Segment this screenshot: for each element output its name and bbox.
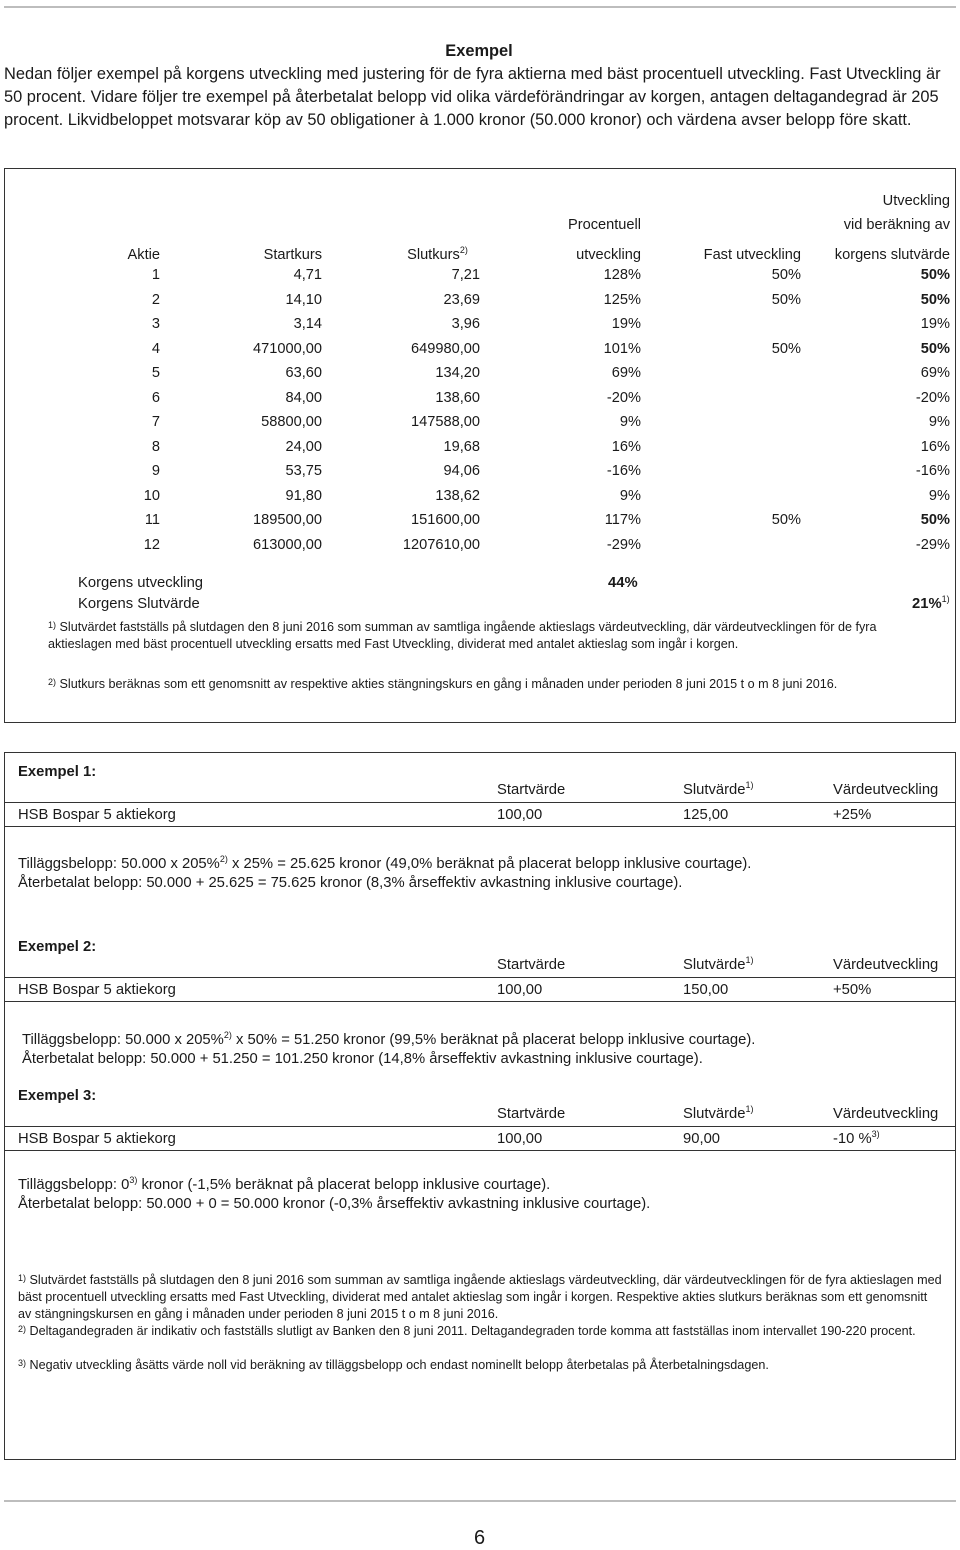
cell-proc: 16% <box>611 438 641 455</box>
table-footnote-2-mark: 2) <box>48 677 57 687</box>
cell-start: 14,10 <box>285 291 322 308</box>
tillaggsbelopp-note: 2) <box>223 1030 232 1040</box>
header-startkurs: Startkurs <box>263 247 322 263</box>
table-footnote-2 <box>48 676 848 693</box>
cell-aktie: 2 <box>151 291 160 308</box>
cell-korg: 9% <box>928 487 950 504</box>
cell-slut: 147588,00 <box>411 414 480 431</box>
cell-aktie: 6 <box>151 389 160 406</box>
col-slutvarde-note: 1) <box>745 1104 754 1114</box>
table-row <box>110 484 950 509</box>
cell-fast <box>641 386 801 411</box>
cell-slut: 94,06 <box>443 463 480 480</box>
cell-aktie: 11 <box>144 512 160 529</box>
intro-heading: Exempel <box>445 42 513 60</box>
col-slutvarde-note: 1) <box>745 955 754 965</box>
table-row <box>110 459 950 484</box>
header-aktie: Aktie <box>127 247 160 263</box>
example-title: Exempel 2: <box>18 939 97 955</box>
examples-footnote-1 <box>18 1272 944 1322</box>
cell-proc: 9% <box>619 487 641 504</box>
cell-proc: 128% <box>603 267 641 284</box>
cell-aktie: 8 <box>151 438 160 455</box>
start-value: 100,00 <box>497 1131 543 1147</box>
cell-aktie: 4 <box>151 340 160 357</box>
cell-slut: 23,69 <box>443 291 480 308</box>
table-row <box>110 533 950 558</box>
table-footnote-2-text: Slutkurs beräknas som ett genomsnitt av respektive akties stängningskurs en gång i månaden under perioden 8 juni 2015 t o m 8 juni 2016. <box>59 677 838 691</box>
cell-aktie: 7 <box>151 414 160 431</box>
varde-value <box>833 807 871 823</box>
col-slutvarde-note: 1) <box>745 780 754 790</box>
cell-start: 471000,00 <box>253 340 322 357</box>
header-procentuell-1: Procentuell <box>567 217 641 233</box>
example-title: Exempel 3: <box>18 1088 97 1104</box>
cell-fast <box>641 484 801 509</box>
col-slutvarde-label: Slutvärde <box>683 1106 746 1122</box>
cell-korg: 50% <box>920 291 950 308</box>
cell-slut: 1207610,00 <box>402 536 480 553</box>
cell-korg: 50% <box>920 340 950 357</box>
cell-fast: 50% <box>771 340 801 357</box>
col-slutvarde <box>683 782 754 798</box>
cell-start: 189500,00 <box>253 512 322 529</box>
cell-proc: -20% <box>606 389 641 406</box>
cell-korg: -16% <box>915 463 950 480</box>
tillaggsbelopp-note: 3) <box>129 1175 138 1185</box>
header-underline <box>4 802 956 803</box>
tillaggsbelopp-b: x 25% = 25.625 kronor (49,0% beräknat på placerat belopp inklusive courtage). <box>227 856 752 872</box>
cell-start: 91,80 <box>285 487 322 504</box>
product-name: HSB Bospar 5 aktiekorg <box>18 1131 176 1147</box>
table-row <box>110 508 950 533</box>
cell-fast: 50% <box>771 267 801 284</box>
aterbetalat-line: Återbetalat belopp: 50.000 + 25.625 = 75.625 kronor (8,3% årseffektiv avkastning inklusive courtage). <box>18 875 683 891</box>
table-row <box>110 312 950 337</box>
header-slutkurs-note: 2) <box>459 245 468 255</box>
cell-start: 24,00 <box>285 438 322 455</box>
cell-aktie: 12 <box>143 536 160 553</box>
cell-proc: 19% <box>611 316 641 333</box>
col-slutvarde-label: Slutvärde <box>683 957 746 973</box>
table-footnote-1-text: Slutvärdet fastställs på slutdagen den 8 juni 2016 som summan av samtliga ingående aktieslags värdeutveckling, där värdeutvecklingen för de fyra aktieslagen med bäst procentuell utveckling ersatts med Fast Utveckling, dividerat med antalet aktieslag som ingår i korgen. <box>48 620 877 651</box>
cell-proc: 69% <box>611 365 641 382</box>
table-row <box>110 361 950 386</box>
product-name: HSB Bospar 5 aktiekorg <box>18 807 176 823</box>
varde-number: -10 % <box>833 1131 872 1147</box>
header-underline <box>4 1126 956 1127</box>
cell-fast <box>641 410 801 435</box>
cell-slut: 3,96 <box>451 316 480 333</box>
col-startvarde: Startvärde <box>497 1106 566 1122</box>
col-slutvarde-label: Slutvärde <box>683 782 746 798</box>
cell-slut: 7,21 <box>451 267 480 284</box>
header-korg-3: korgens slutvärde <box>834 247 950 263</box>
cell-start: 3,14 <box>293 316 322 333</box>
row-underline <box>4 1001 956 1002</box>
examples-footnote-2-text: Deltagandegraden är indikativ och fastställs slutligt av Banken den 8 juni 2011. Deltagandegraden torde komma att fastställas inom intervallet 190-220 procent. <box>29 1324 916 1338</box>
cell-proc: 9% <box>619 414 641 431</box>
table-footnote-1-mark: 1) <box>48 620 57 630</box>
intro-text: Nedan följer exempel på korgens utveckling med justering för de fyra aktierna med bäst procentuell utveckling. Fast Utveckling är 50 procent. Vidare följer tre exempel på återbetalat belopp vid olika värdeförändringar av korgen, antagen deltagandegrad är 205 procent. Likvidbeloppet motsvarar köp av 50 obligationer à 1.000 kronor (50.000 kronor) och värdena avser belopp före skatt. <box>4 65 941 129</box>
tillaggsbelopp-b: x 50% = 51.250 kronor (99,5% beräknat på placerat belopp inklusive courtage). <box>231 1032 756 1048</box>
korgens-slutvarde-note: 1) <box>941 594 950 604</box>
cell-start: 84,00 <box>285 389 322 406</box>
cell-proc: -29% <box>606 536 641 553</box>
col-vardeutveckling: Värdeutveckling <box>833 1106 939 1122</box>
cell-start: 58800,00 <box>261 414 322 431</box>
col-startvarde: Startvärde <box>497 782 566 798</box>
korgens-slutvarde-number: 21% <box>912 596 942 612</box>
cell-fast: 50% <box>771 512 801 529</box>
cell-aktie: 5 <box>151 365 160 382</box>
cell-fast: 50% <box>771 291 801 308</box>
tillaggsbelopp-note: 2) <box>219 854 228 864</box>
cell-aktie: 10 <box>143 487 160 504</box>
cell-korg: 19% <box>920 316 950 333</box>
examples-footnote-1-text: Slutvärdet fastställs på slutdagen den 8 juni 2016 som summan av samtliga ingående aktieslags värdeutveckling, där värdeutvecklingen för de fyra aktieslagen med bäst procentuell utveckling ersatts med Fast Utveckling, dividerat med antalet aktieslag som ingår i korgen. Respektive akties slutkurs beräknas som ett genomsnitt av stängningskursen en gång i månaden under perioden 8 juni 2015 t o m 8 juni 2016. <box>18 1273 942 1321</box>
cell-slut: 649980,00 <box>411 340 480 357</box>
cell-slut: 138,60 <box>435 389 480 406</box>
header-procentuell-2: utveckling <box>576 247 641 263</box>
cell-slut: 19,68 <box>443 438 480 455</box>
cell-fast <box>641 312 801 337</box>
product-name: HSB Bospar 5 aktiekorg <box>18 982 176 998</box>
cell-fast <box>641 459 801 484</box>
varde-note: 3) <box>871 1129 880 1139</box>
examples-footnote-2 <box>18 1323 954 1340</box>
tillaggsbelopp-a: Tilläggsbelopp: 0 <box>18 1177 130 1193</box>
example-title: Exempel 1: <box>18 764 97 780</box>
tillaggsbelopp-a: Tilläggsbelopp: 50.000 x 205% <box>18 856 220 872</box>
cell-fast <box>641 435 801 460</box>
row-underline <box>4 826 956 827</box>
row-underline <box>4 1150 956 1151</box>
col-vardeutveckling: Värdeutveckling <box>833 782 939 798</box>
cell-korg: 50% <box>920 512 950 529</box>
cell-proc: -16% <box>606 463 641 480</box>
cell-fast <box>641 361 801 386</box>
cell-korg: 50% <box>920 267 950 284</box>
slut-value: 150,00 <box>683 982 729 998</box>
cell-start: 53,75 <box>285 463 322 480</box>
slut-value: 125,00 <box>683 807 729 823</box>
varde-number: +25% <box>833 807 872 823</box>
tillaggsbelopp-line <box>18 856 751 872</box>
start-value: 100,00 <box>497 982 543 998</box>
stock-table <box>110 185 950 557</box>
table-row <box>110 263 950 288</box>
cell-slut: 151600,00 <box>411 512 480 529</box>
cell-korg: -29% <box>915 536 950 553</box>
header-korg-2: vid beräkning av <box>843 217 950 233</box>
aterbetalat-line: Återbetalat belopp: 50.000 + 51.250 = 101.250 kronor (14,8% årseffektiv avkastning inklusive courtage). <box>22 1051 703 1067</box>
cell-slut: 134,20 <box>435 365 480 382</box>
korgens-utveckling-label: Korgens utveckling <box>78 575 204 591</box>
tillaggsbelopp-a: Tilläggsbelopp: 50.000 x 205% <box>22 1032 224 1048</box>
korgens-utveckling-value: 44% <box>608 575 638 591</box>
cell-start: 613000,00 <box>253 536 322 553</box>
col-slutvarde <box>683 1106 754 1122</box>
aterbetalat-line: Återbetalat belopp: 50.000 + 0 = 50.000 kronor (-0,3% årseffektiv avkastning inklusive courtage). <box>18 1196 651 1212</box>
page-number: 6 <box>474 1527 486 1549</box>
cell-korg: 16% <box>920 438 950 455</box>
cell-aktie: 9 <box>151 463 160 480</box>
intro-section <box>4 40 954 132</box>
start-value: 100,00 <box>497 807 543 823</box>
header-korg-1: Utveckling <box>882 193 950 209</box>
korgens-slutvarde-value <box>912 596 950 612</box>
examples-footnote-1-mark: 1) <box>18 1273 27 1283</box>
cell-proc: 101% <box>603 340 641 357</box>
examples-footnote-2-mark: 2) <box>18 1324 27 1334</box>
col-slutvarde <box>683 957 754 973</box>
tillaggsbelopp-line <box>18 1177 550 1193</box>
table-footnote-1 <box>48 619 900 653</box>
cell-aktie: 1 <box>151 267 160 284</box>
header-slutkurs <box>322 233 480 263</box>
header-fast: Fast utveckling <box>703 247 801 263</box>
varde-value <box>833 1131 880 1147</box>
top-rule <box>4 6 956 8</box>
table-row <box>110 337 950 362</box>
tillaggsbelopp-line <box>22 1032 755 1048</box>
cell-proc: 125% <box>603 291 641 308</box>
cell-korg: -20% <box>915 389 950 406</box>
bottom-rule <box>4 1500 956 1502</box>
examples-footnote-3 <box>18 1357 944 1374</box>
col-startvarde: Startvärde <box>497 957 566 973</box>
table-row <box>110 288 950 313</box>
col-vardeutveckling: Värdeutveckling <box>833 957 939 973</box>
table-row <box>110 435 950 460</box>
header-underline <box>4 977 956 978</box>
cell-proc: 117% <box>604 512 641 529</box>
cell-aktie: 3 <box>151 316 160 333</box>
slut-value: 90,00 <box>683 1131 721 1147</box>
examples-footnote-3-text: Negativ utveckling åsätts värde noll vid beräkning av tilläggsbelopp och endast nominellt belopp återbetalas på Återbetalningsdagen. <box>29 1358 769 1372</box>
cell-fast <box>641 533 801 558</box>
cell-start: 4,71 <box>293 267 322 284</box>
cell-korg: 9% <box>928 414 950 431</box>
cell-start: 63,60 <box>285 365 322 382</box>
korgens-slutvarde-label: Korgens Slutvärde <box>78 596 200 612</box>
table-row <box>110 386 950 411</box>
cell-slut: 138,62 <box>435 487 480 504</box>
header-slutkurs-label: Slutkurs <box>407 247 460 263</box>
varde-number: +50% <box>833 982 872 998</box>
examples-footnote-3-mark: 3) <box>18 1358 27 1368</box>
tillaggsbelopp-b: kronor (-1,5% beräknat på placerat belopp inklusive courtage). <box>137 1177 551 1193</box>
table-row <box>110 410 950 435</box>
cell-korg: 69% <box>920 365 950 382</box>
varde-value <box>833 982 871 998</box>
